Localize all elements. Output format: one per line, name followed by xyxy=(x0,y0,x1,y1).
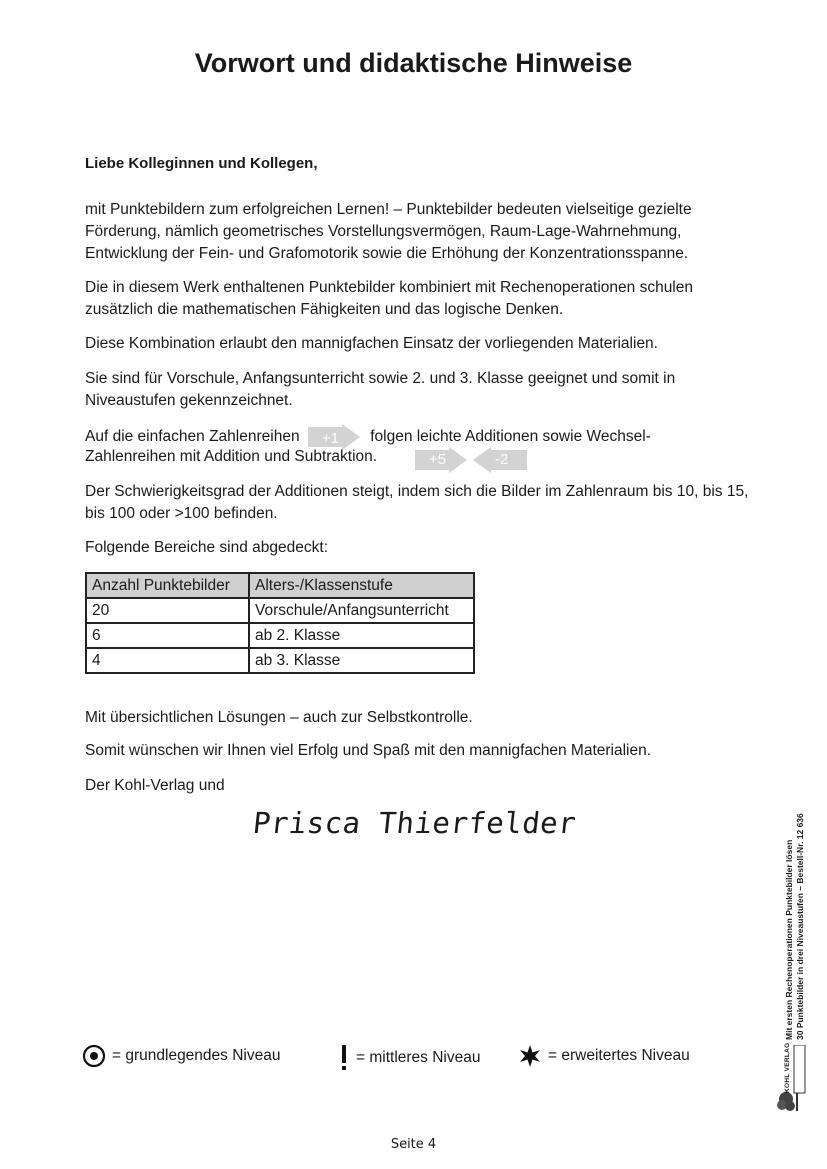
legend-advanced xyxy=(518,1044,690,1068)
side-book-order: 30 Punktebilder in drei Niveaustufen – Bestell-Nr. 12 636 xyxy=(795,813,805,1040)
circle-dot-icon xyxy=(82,1044,106,1068)
legend-basic-label: = grundlegendes Niveau xyxy=(112,1047,281,1064)
page-number: Seite 4 xyxy=(390,1137,437,1152)
table-row xyxy=(86,623,474,648)
exclamation-icon xyxy=(338,1044,350,1072)
table-cell: 6 xyxy=(86,623,249,648)
minus-two-label: -2 xyxy=(495,451,509,468)
table-cell: Vorschule/Anfangsunterricht xyxy=(249,598,474,623)
plus-five-label: +5 xyxy=(429,451,447,468)
star-icon xyxy=(518,1044,542,1068)
table-cell: ab 3. Klasse xyxy=(249,648,474,673)
table-header-level: Alters-/Klassenstufe xyxy=(249,573,474,598)
publisher-logo xyxy=(776,1042,808,1120)
logo-text: KOHL VERLAG xyxy=(784,1042,791,1093)
table-row xyxy=(86,648,474,673)
plus-one-label: +1 xyxy=(321,430,339,447)
legend-basic xyxy=(82,1044,280,1068)
plus-five-arrow-icon xyxy=(415,447,469,473)
paragraph-intro: mit Punktebildern zum erfolgreichen Lernen! – Punktebilder bedeuten vielseitige gezielte Förderung, nämlich geometrisches Vorstellungsvermögen, Raum-Lage-Wahrnehmung, Entwicklung der Fein- und Grafomotorik sowie die Erhöhung der Konzentrationsspanne. xyxy=(85,201,692,262)
tree-logo-icon xyxy=(776,1045,808,1115)
levels-table xyxy=(85,572,475,674)
paragraph-wishes: Somit wünschen wir Ihnen viel Erfolg und Spaß mit den mannigfachen Materialien. xyxy=(85,742,652,759)
paragraph-areas: Folgende Bereiche sind abgedeckt: xyxy=(85,539,328,556)
table-cell: ab 2. Klasse xyxy=(249,623,474,648)
paragraph-combination: Diese Kombination erlaubt den mannigfachen Einsatz der vorliegenden Materialien. xyxy=(85,335,658,352)
legend-medium-label: = mittleres Niveau xyxy=(356,1049,481,1066)
paragraph-math: Die in diesem Werk enthaltenen Punktebilder kombiniert mit Rechenoperationen schulen zusätzlich die mathematischen Fähigkeiten und das logische Denken. xyxy=(85,279,693,318)
page-title: Vorwort und didaktische Hinweise xyxy=(194,48,633,78)
paragraph-closing: Der Kohl-Verlag und xyxy=(85,777,225,794)
greeting: Liebe Kolleginnen und Kollegen, xyxy=(85,155,318,172)
paragraph-difficulty: Der Schwierigkeitsgrad der Additionen steigt, indem sich die Bilder im Zahlenraum bis 10, bis 15, bis 100 oder >100 befinden. xyxy=(85,483,749,522)
side-book-title: Mit ersten Rechenoperationen Punktebilder lösen xyxy=(784,839,794,1040)
table-cell: 20 xyxy=(86,598,249,623)
minus-two-arrow-icon xyxy=(473,447,527,473)
paragraph-sequences-line2: Zahlenreihen mit Addition und Subtraktion. xyxy=(85,448,378,465)
table-cell: 4 xyxy=(86,648,249,673)
legend-medium xyxy=(338,1044,480,1072)
table-header-count: Anzahl Punktebilder xyxy=(86,573,249,598)
paragraph-solutions: Mit übersichtlichen Lösungen – auch zur Selbstkontrolle. xyxy=(85,709,473,726)
side-book-info xyxy=(784,750,806,1040)
paragraph-levels: Sie sind für Vorschule, Anfangsunterricht sowie 2. und 3. Klasse geeignet und somit in Niveaustufen gekennzeichnet. xyxy=(85,370,676,409)
table-row xyxy=(86,598,474,623)
table-header-row xyxy=(86,573,474,598)
sequences-text-a: Auf die einfachen Zahlenreihen xyxy=(85,428,300,446)
legend-advanced-label: = erweitertes Niveau xyxy=(548,1047,690,1064)
sequences-text-b: folgen leichte Additionen sowie Wechsel- xyxy=(370,428,651,446)
signature: Prisca Thierfelder xyxy=(251,806,579,840)
